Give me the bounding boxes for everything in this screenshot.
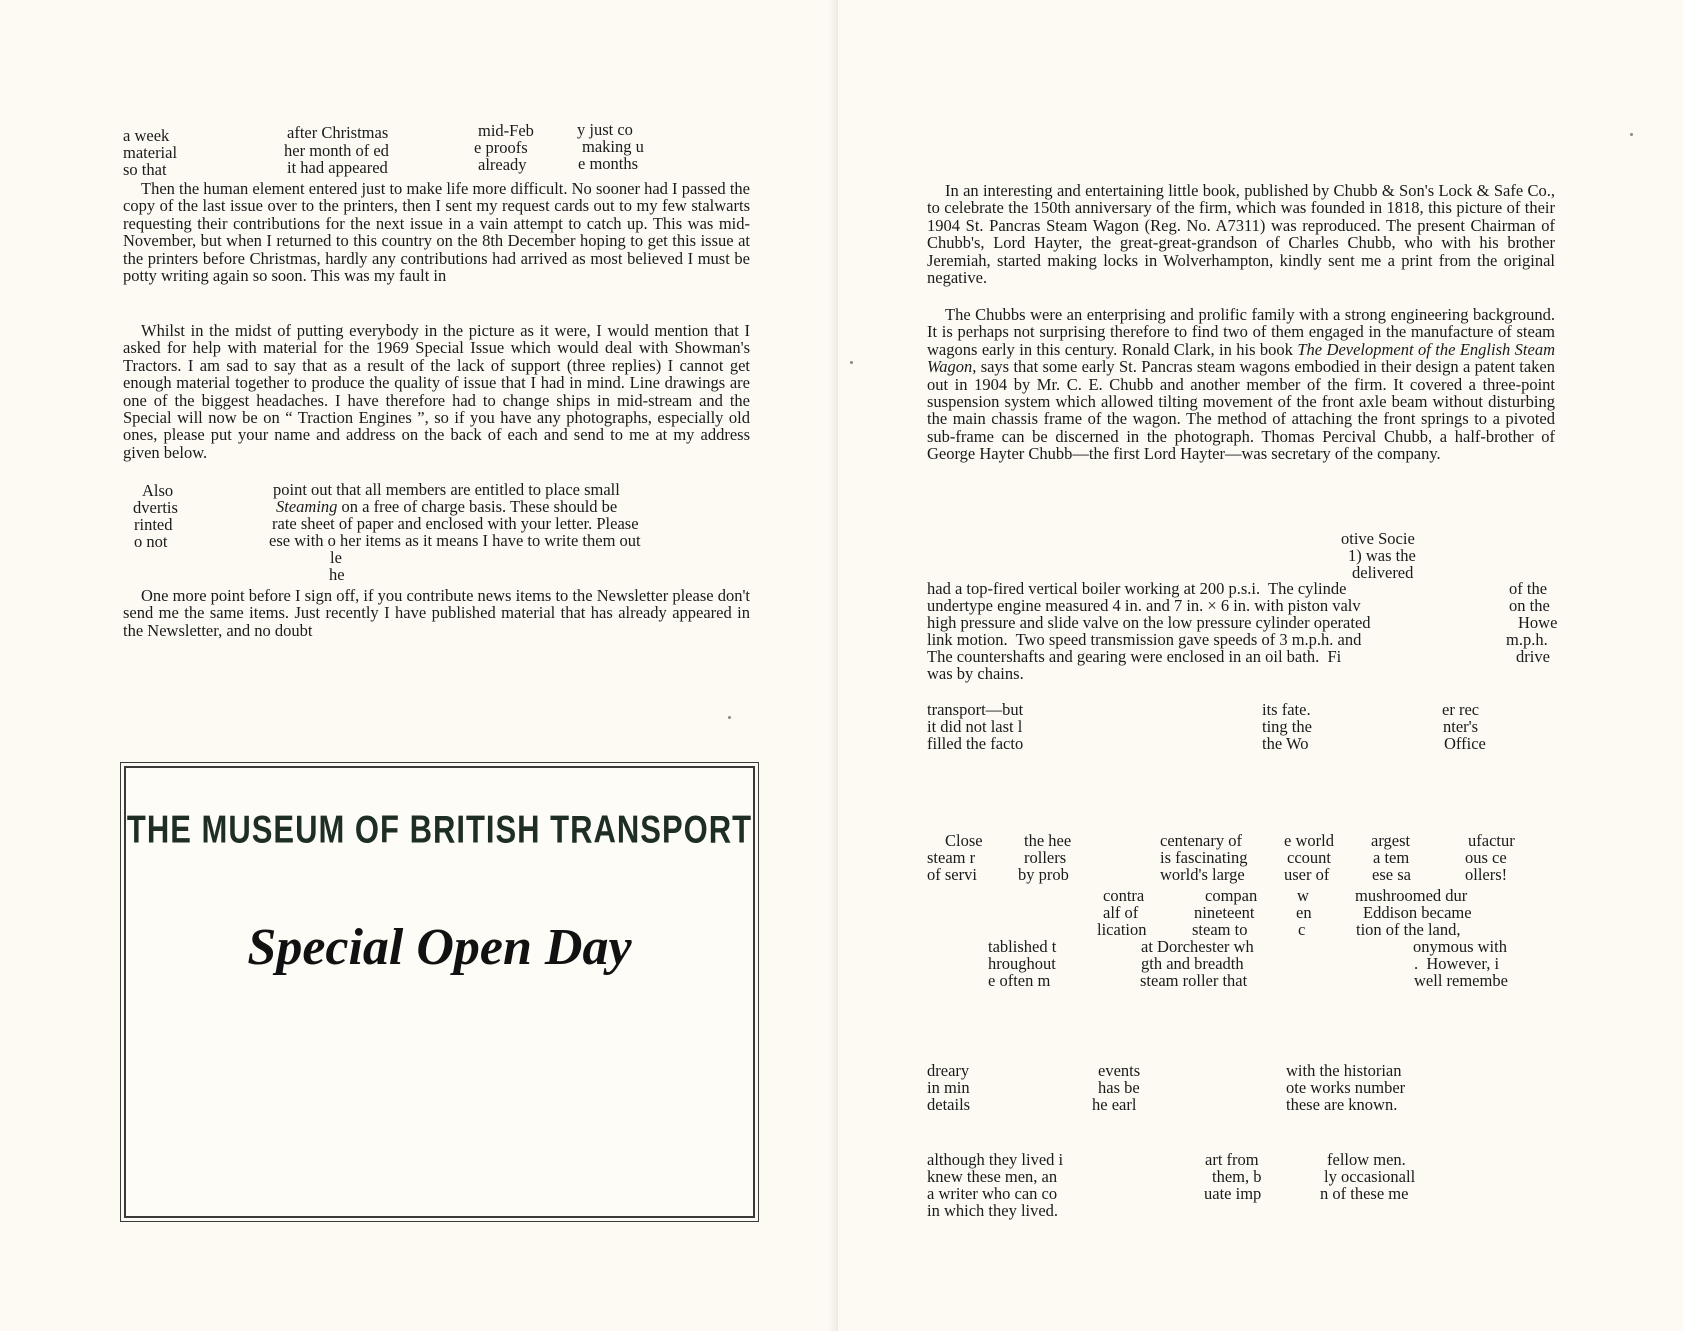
fragment-text: ting the (1262, 717, 1312, 736)
fragment-text: point out that all members are entitled to place small (273, 480, 620, 499)
fragment-text: steam roller that (1140, 971, 1248, 990)
fragment-text: steam to (1192, 920, 1248, 939)
fragment-text: e world (1284, 831, 1334, 850)
fragment-text: he earl (1092, 1095, 1137, 1114)
fragment-text: tion of the land, (1356, 920, 1461, 939)
poster-subtitle: Special Open Day (247, 919, 632, 976)
fragment-text: the hee (1024, 831, 1072, 850)
fragment-text: e months (578, 154, 639, 173)
fragment-text: a week (123, 126, 170, 145)
fragment-text: was by chains. (927, 664, 1024, 683)
fragment-text: a writer who can co (927, 1184, 1058, 1203)
fragment-text: m.p.h. (1506, 630, 1548, 649)
fragment-text: after Christmas (287, 123, 389, 142)
fragment-text: it did not last l (927, 717, 1023, 736)
fragment-text: nter's (1443, 717, 1479, 736)
paragraph-chubb-family (927, 306, 1555, 463)
fragment-text: o not (134, 532, 168, 551)
paragraph-human-element: Then the human element entered just to make life more difficult. No sooner had I passed the copy of the last issue over to the printers, then I sent my request cards out to my few stalwarts requesting their contributions for the next issue in a vain attempt to catch up. This was mid-November, but when I returned to this country on the 8th December hoping to get this issue at the printers before Christmas, hardly any contributions had arrived as most believed I must be potty writing again so soon. This was my fault in (123, 179, 750, 286)
fragment-text: although they lived i (927, 1150, 1064, 1169)
paper-speck (728, 716, 731, 719)
fragment-text: in min (927, 1078, 970, 1097)
fragment-text: argest (1371, 831, 1411, 850)
fragment-text: ufactur (1468, 831, 1515, 850)
fragment-text: Howe (1518, 613, 1558, 632)
fragment-text: The countershafts and gearing were enclosed in an oil bath. Fi (927, 647, 1342, 666)
fragment-text: otive Socie (1341, 529, 1415, 548)
fragment-text (276, 498, 617, 515)
fragment-text: e often m (988, 971, 1051, 990)
fragment-text: Close (945, 831, 983, 850)
fragment-text: he (329, 565, 345, 584)
fragment-text: by prob (1018, 865, 1069, 884)
fragment-text: link motion. Two speed transmission gave speeds of 3 m.p.h. and (927, 630, 1362, 649)
fragment-text: uate imp (1204, 1184, 1262, 1203)
fragment-text: nineteent (1194, 903, 1255, 922)
fragment-text: Eddison became (1363, 903, 1472, 922)
fragment-text: er rec (1442, 700, 1480, 719)
fragment-text: steam r (927, 848, 976, 867)
fragment-text: dreary (927, 1061, 970, 1080)
paragraph-chubb-book: In an interesting and entertaining little book, published by Chubb & Son's Lock & Safe Co., to celebrate the 150th anniversary of the firm, which was founded in 1818, this picture of their 1904 St. Pancras Steam Wagon (Reg. No. A7311) was reproduced. The present Chairman of Chubb's, Lord Hayter, the great-great-grandson of Charles Chubb, who with his brother Jeremiah, started making locks in Wolverhampton, kindly sent me a print from the original negative. (927, 181, 1555, 288)
fragment-text: ous ce (1465, 848, 1507, 867)
fragment-text: ly occasionall (1324, 1167, 1416, 1186)
poster-title: THE MUSEUM OF BRITISH TRANSPORT (126, 807, 753, 852)
fragment-text: at Dorchester wh (1141, 937, 1254, 956)
fragment-text: has be (1098, 1078, 1140, 1097)
fragment-text: 1) was the (1348, 546, 1416, 565)
fragment-text: le (330, 548, 342, 567)
fragment-text: mushroomed dur (1355, 886, 1468, 905)
fragment-text: Also (142, 481, 174, 500)
fragment-text: transport—but (927, 700, 1024, 719)
fragment-text: ollers! (1465, 865, 1508, 884)
fragment-text: ote works number (1286, 1078, 1406, 1097)
fragment-text: dvertis (133, 498, 178, 517)
fragment-text: with the historian (1286, 1061, 1402, 1080)
fragment-text: contra (1103, 886, 1145, 905)
fragment-text: had a top-fired vertical boiler working at 200 p.s.i. The cylinde (927, 579, 1347, 598)
left-page (0, 0, 836, 1331)
fragment-text: in which they lived. (927, 1201, 1059, 1220)
fragment-text: fellow men. (1327, 1150, 1406, 1169)
fragment-text: its fate. (1262, 700, 1311, 719)
fragment-text: so that (123, 160, 167, 179)
fragment-text: high pressure and slide valve on the low pressure cylinder operated (927, 613, 1371, 632)
fragment-text: ese with o her items as it means I have to write them out (269, 531, 641, 550)
fragment-text: her month of ed (284, 141, 389, 160)
fragment-text: w (1297, 886, 1309, 905)
fragment-text: user of (1284, 865, 1330, 884)
fragment-text: of the (1509, 579, 1548, 598)
fragment-text: events (1098, 1061, 1141, 1080)
fragment-text: tablished t (988, 937, 1057, 956)
fragment-text: rollers (1024, 848, 1067, 867)
fragment-text: on the (1509, 596, 1550, 615)
book-title: The Development of the English Steam Wagon (927, 339, 1556, 377)
paragraph-one-more-point: One more point before I sign off, if you contribute news items to the Newsletter please don't send me the same items. Just recently I have published material that has already appeared in the Newsletter, and no doubt (123, 586, 750, 640)
paragraph-text: , says that some early St. Pancras steam wagons embodied in their design a patent taken out in 1904 by Mr. C. E. Chubb and another member of the firm. It covered a three-point suspension system which allowed tilting movement of the front axle beam without disturbing the main chassis frame of the wagon. The method of attaching the front springs to a pivoted sub-frame can be discerned in the photograph. Thomas Percival Chubb, a half-brother of George Hayter Chubb—the first Lord Hayter—was secretary of the company. (927, 357, 1555, 464)
fragment-text: these are known. (1286, 1095, 1398, 1114)
fragment-text: world's large (1160, 865, 1245, 884)
fragment-text: already (478, 155, 527, 174)
publication-name: Steaming (276, 497, 338, 516)
fragment-text: undertype engine measured 4 in. and 7 in. × 6 in. with piston valv (927, 596, 1361, 615)
paper-speck (850, 361, 853, 364)
fragment-text: n of these me (1320, 1184, 1409, 1203)
museum-open-day-notice (124, 766, 755, 1218)
fragment-text: art from (1205, 1150, 1259, 1169)
fragment-text: . However, i (1414, 954, 1500, 973)
fragment-text: it had appeared (287, 158, 388, 177)
fragment-text: a tem (1373, 848, 1410, 867)
fragment-text: y just co (577, 120, 633, 139)
fragment-text: material (123, 143, 178, 162)
fragment-text: lication (1097, 920, 1147, 939)
fragment-text: ese sa (1372, 865, 1411, 884)
fragment-text: onymous with (1413, 937, 1507, 956)
fragment-text: mid-Feb (478, 121, 534, 140)
fragment-text: making u (582, 137, 644, 156)
fragment-text: ccount (1287, 848, 1331, 867)
fragment-text: rinted (134, 515, 173, 534)
fragment-text: on a free of charge basis. These should be (337, 497, 618, 516)
fragment-text: drive (1516, 647, 1550, 666)
fragment-text: compan (1205, 886, 1258, 905)
fragment-text: Office (1444, 734, 1486, 753)
paper-speck (1630, 133, 1633, 136)
fragment-text: knew these men, an (927, 1167, 1058, 1186)
paragraph-text: The Chubbs were an enterprising and prolific family with a strong engineering background. It is perhaps not surprising therefore to find two of them engaged in the manufacture of steam wagons early in this century. Ronald Clark, in his book (927, 305, 1555, 359)
fragment-text: rate sheet of paper and enclosed with your letter. Please (272, 514, 639, 533)
fragment-text: hroughout (988, 954, 1056, 973)
fragment-text: centenary of (1160, 831, 1242, 850)
paragraph-special-issue: Whilst in the midst of putting everybody in the picture as it were, I would mention that I asked for help with material for the 1969 Special Issue which would deal with Showman's Tractors. I am sad to say that as a result of the lack of support (three replies) I cannot get enough material together to produce the quality of issue that I had in mind. Line drawings are one of the biggest headaches. I have therefore had to change ships in mid-stream and the Special will now be on “ Traction Engines ”, so if you have any photographs, especially old ones, please put your name and address on the back of each and send to me at my address given below. (123, 321, 750, 462)
fragment-text: details (927, 1095, 971, 1114)
fragment-text: e proofs (474, 138, 528, 157)
fragment-text: well remembe (1414, 971, 1508, 990)
fragment-text: filled the facto (927, 734, 1024, 753)
fragment-text: is fascinating (1160, 848, 1248, 867)
fragment-text: them, b (1212, 1167, 1262, 1186)
fragment-text: gth and breadth (1141, 954, 1244, 973)
fragment-text: en (1296, 903, 1312, 922)
fragment-text: delivered (1352, 563, 1414, 582)
right-page (838, 0, 1683, 1331)
fragment-text: of servi (927, 865, 977, 884)
fragment-text: c (1298, 920, 1306, 939)
fragment-text: the Wo (1262, 734, 1309, 753)
fragment-text: alf of (1103, 903, 1139, 922)
